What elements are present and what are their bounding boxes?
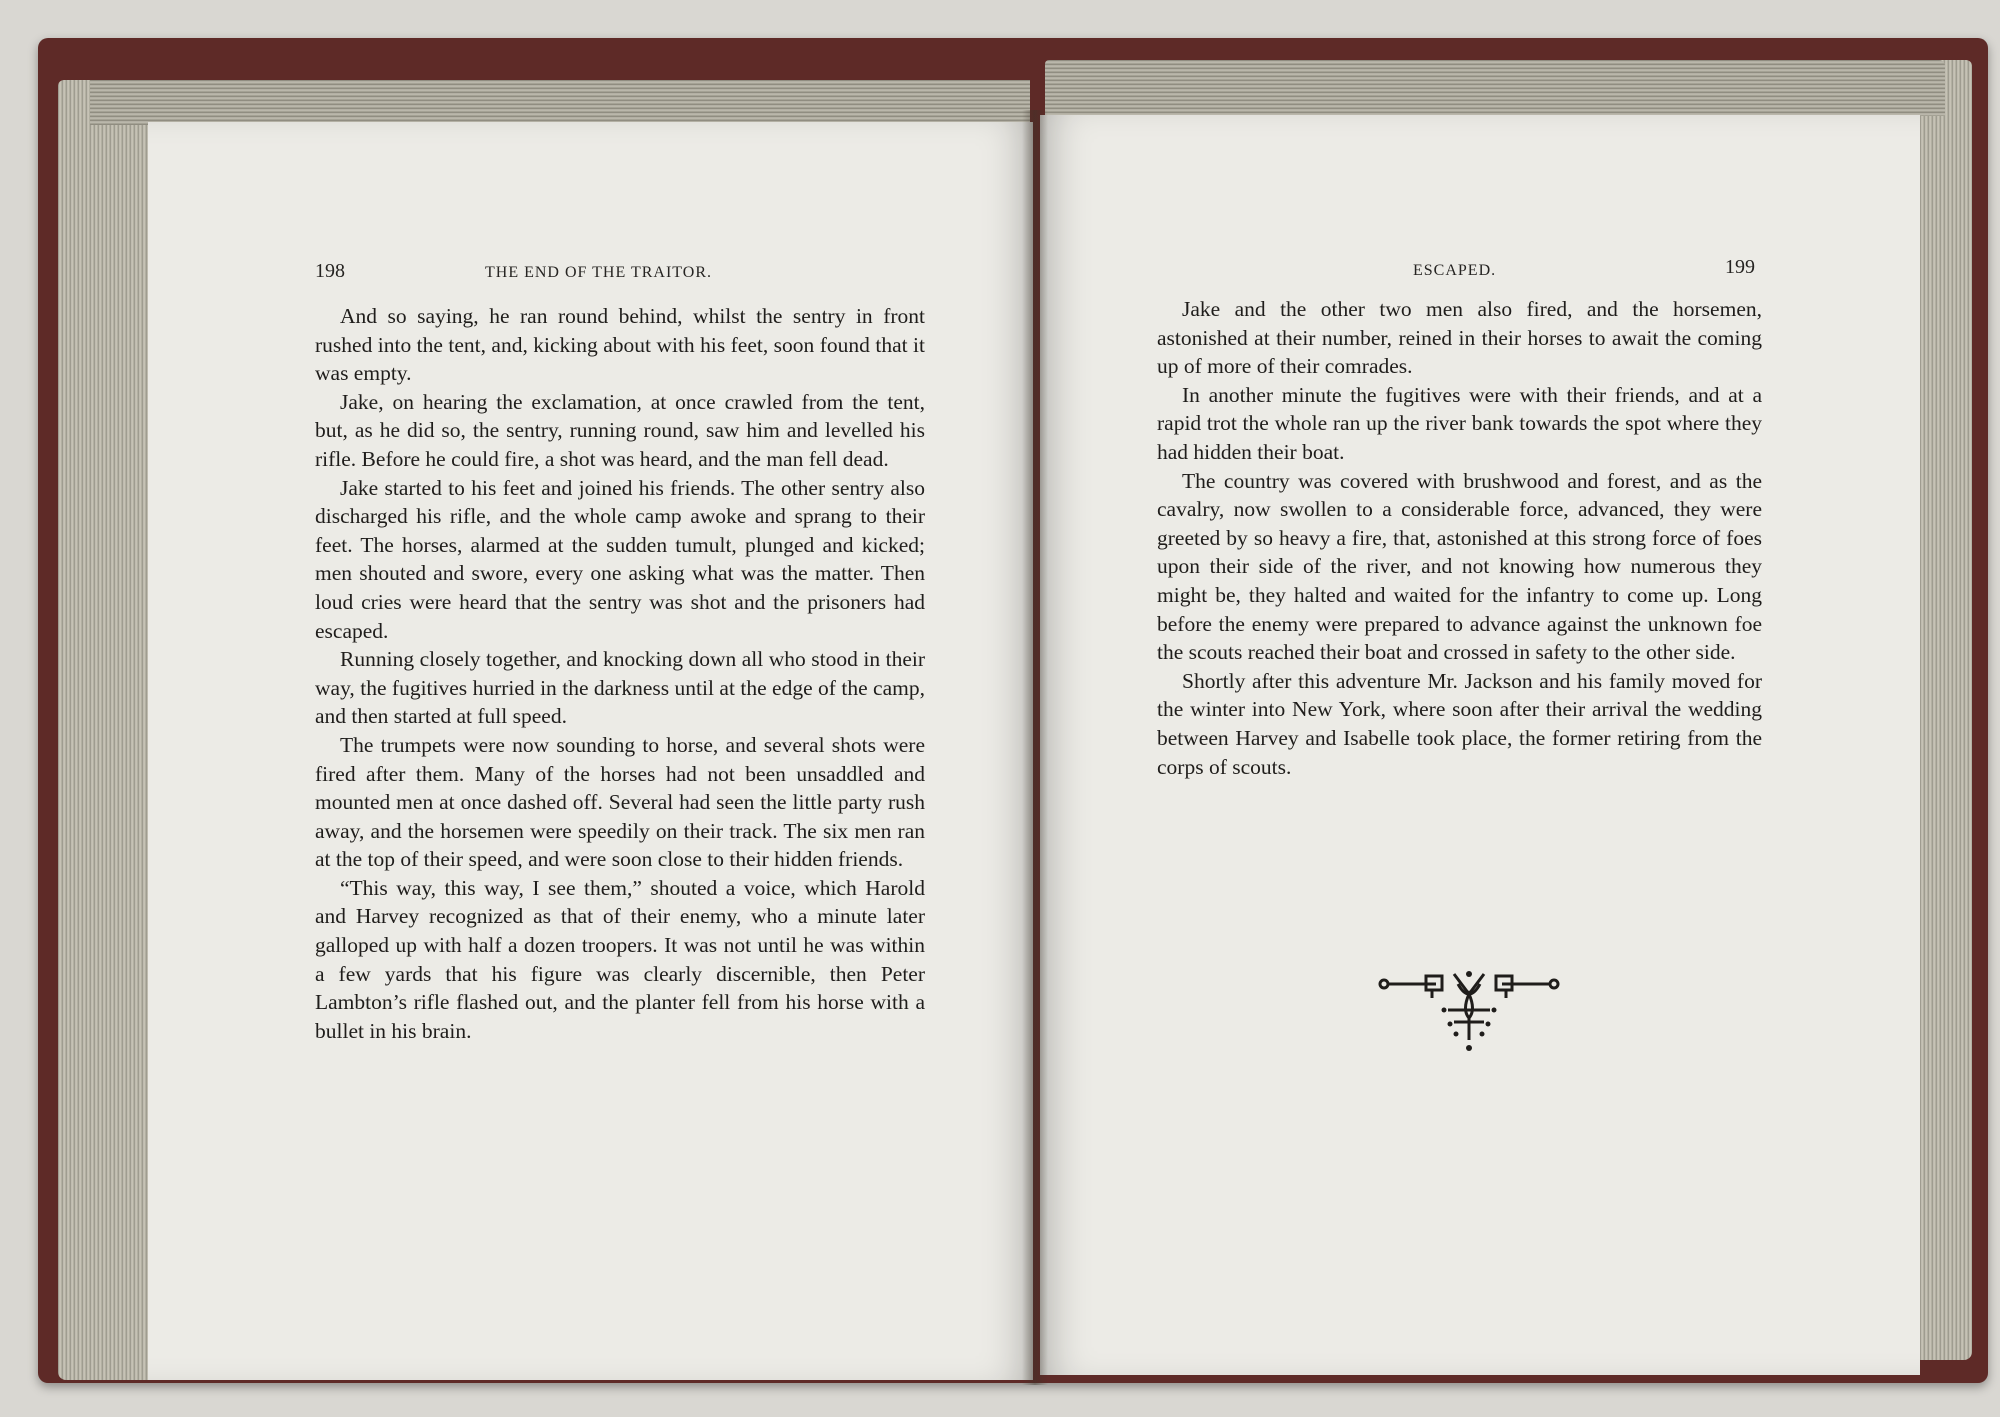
- right-page-number: 199: [1725, 256, 1755, 278]
- page-edges-top-left: [90, 80, 1030, 125]
- paragraph: The country was covered with brushwood and forest, and as the cavalry, now swollen to a considerable force, advanced, they were greeted by so heavy a fire, that, astonished at this strong force of foes upon their side of the river, and not knowing how numerous they might be, they halted and waited for the infantry to come up. Long before the enemy were prepared to advance against the unknown foe the scouts reached their boat and crossed in safety to the other side.: [1157, 468, 1762, 665]
- left-running-title: THE END OF THE TRAITOR.: [485, 264, 712, 281]
- paragraph: Jake and the other two men also fired, and the horsemen, astonished at their number, reined in their horses to await the coming up of more of their comrades.: [1157, 297, 1762, 379]
- paragraph: Jake started to his feet and joined his friends. The other sentry also discharged his rifle, and the whole camp awoke and sprang to their feet. The horses, alarmed at the sudden tumult, plunged and kicked; men shouted and swore, every one asking what was the matter. Then loud cries were heard that the sentry was shot and the prisoners had escaped.: [315, 475, 925, 643]
- tailpiece-ornament-icon: [1376, 968, 1562, 1058]
- book-gutter: [1022, 110, 1048, 1385]
- paragraph: Shortly after this adventure Mr. Jackson and his family moved for the winter into New York, where soon after their arrival the wedding between Harvey and Isabelle took place, the former retiring from the corps of scouts.: [1157, 668, 1762, 779]
- paragraph: “This way, this way, I see them,” shouted a voice, which Harold and Harvey recognized as that of their enemy, who a minute later galloped up with half a dozen troopers. It was not until he was within a few yards that his figure was clearly discernible, then Peter Lambton’s rifle flashed out, and the planter fell from his horse with a bullet in his brain.: [315, 875, 925, 1043]
- right-running-title: ESCAPED.: [1413, 262, 1497, 279]
- paragraph: In another minute the fugitives were with their friends, and at a rapid trot the whole ran up the river bank towards the spot where they had hidden their boat.: [1157, 382, 1762, 464]
- page-edges-left: [58, 80, 158, 1380]
- right-running-head: [1160, 254, 1760, 284]
- paragraph: Jake, on hearing the exclamation, at once crawled from the tent, but, as he did so, the sentry, running round, saw him and levelled his rifle. Before he could fire, a shot was heard, and the man fell dead.: [315, 389, 925, 471]
- paragraph: The trumpets were now sounding to horse, and several shots were fired after them. Many of the horses had not been unsaddled and mounted men at once dashed off. Several had seen the little party rush away, and the horsemen were speedily on their track. The six men ran at the top of their speed, and were soon close to their hidden friends.: [315, 732, 925, 872]
- paragraph: Running closely together, and knocking down all who stood in their way, the fugitives hurried in the darkness until at the edge of the camp, and then started at full speed.: [315, 647, 925, 729]
- page-edges-right: [1912, 60, 1972, 1360]
- page-edges-top-right: [1045, 60, 1945, 116]
- left-page-number: 198: [315, 260, 345, 282]
- left-text-column: [315, 302, 925, 1045]
- left-running-head: [315, 262, 925, 292]
- paragraph: And so saying, he ran round behind, whilst the sentry in front rushed into the tent, and, kicking about with his feet, soon found that it was empty.: [315, 304, 925, 386]
- right-text-column: [1157, 295, 1762, 781]
